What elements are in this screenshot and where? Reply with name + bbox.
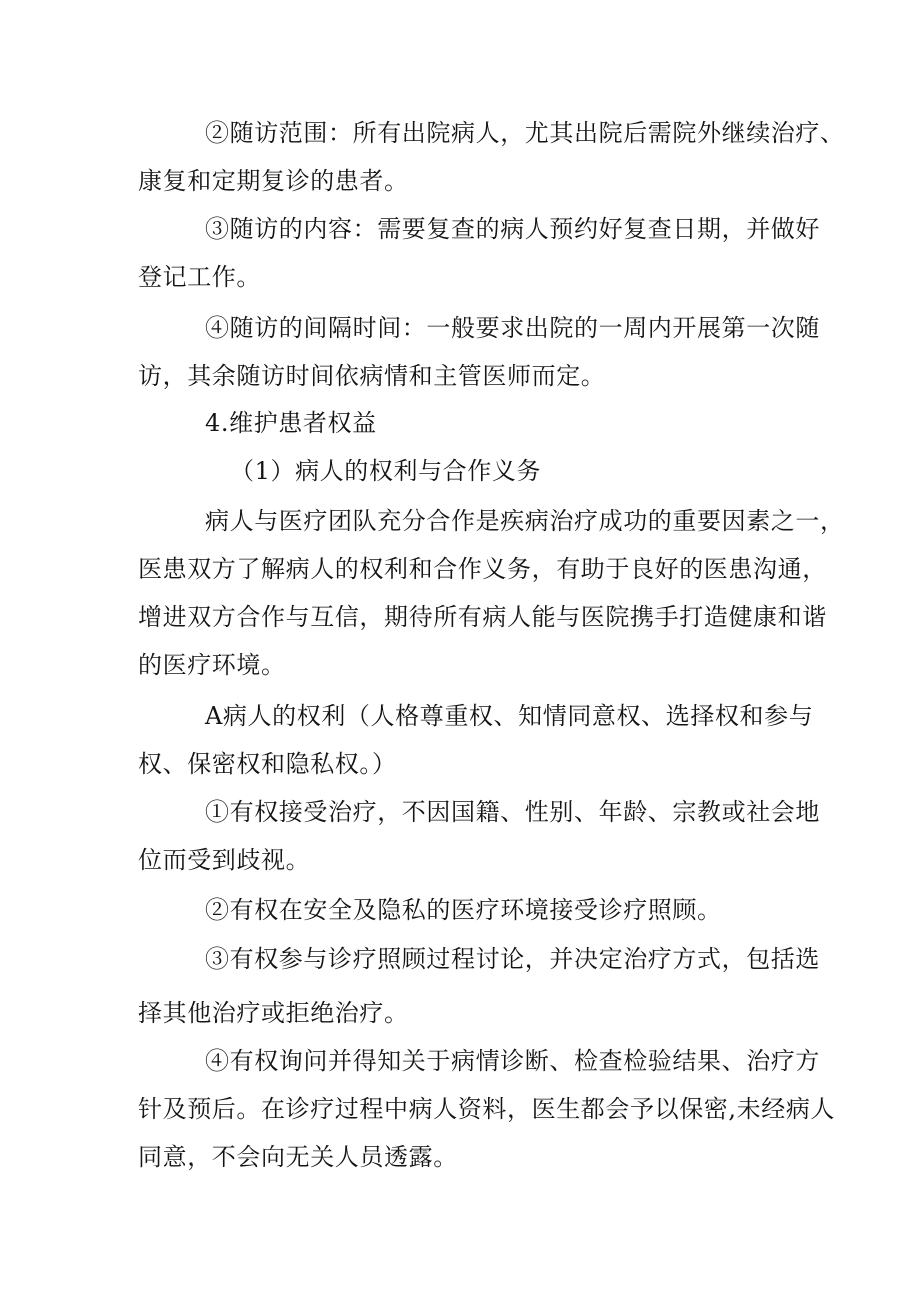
- paragraph-follow-up-scope-line-1: ②随访范围：所有出院病人，尤其出院后需院外继续治疗、: [205, 119, 845, 147]
- paragraph-cooperation-intro-line-1: 病人与医疗团队充分合作是疾病治疗成功的重要因素之一，: [205, 507, 845, 535]
- patient-rights-heading-line-1: A病人的权利（人格尊重权、知情同意权、选择权和参与: [205, 702, 814, 730]
- paragraph-cooperation-intro-line-4: 的医疗环境。: [138, 651, 286, 679]
- paragraph-cooperation-intro-line-3: 增进双方合作与互信，期待所有病人能与医院携手打造健康和谐: [138, 603, 827, 631]
- patient-rights-heading-line-2: 权、保密权和隐私权。）: [138, 750, 397, 778]
- paragraph-follow-up-content-line-2: 登记工作。: [138, 263, 261, 291]
- paragraph-follow-up-content-line-1: ③随访的内容：需要复查的病人预约好复查日期，并做好: [205, 215, 820, 243]
- right-4-line-1: ④有权询问并得知关于病情诊断、检查检验结果、治疗方: [205, 1047, 820, 1075]
- section-heading: 4.维护患者权益: [205, 409, 377, 437]
- paragraph-cooperation-intro-line-2: 医患双方了解病人的权利和合作义务，有助于良好的医患沟通，: [138, 555, 827, 583]
- right-4-line-3: 同意，不会向无关人员透露。: [138, 1143, 458, 1171]
- right-3-line-2: 择其他治疗或拒绝治疗。: [138, 999, 409, 1027]
- right-1-line-1: ①有权接受治疗，不因国籍、性别、年龄、宗教或社会地: [205, 798, 820, 826]
- right-4-line-2: 针及预后。在诊疗过程中病人资料，医生都会予以保密,未经病人: [138, 1095, 836, 1123]
- subsection-heading: （1）病人的权利与合作义务: [230, 457, 542, 485]
- right-1-line-2: 位而受到歧视。: [138, 846, 311, 874]
- paragraph-follow-up-scope-line-2: 康复和定期复诊的患者。: [138, 167, 409, 195]
- right-2-line-1: ②有权在安全及隐私的医疗环境接受诊疗照顾。: [205, 896, 722, 924]
- paragraph-follow-up-interval-line-1: ④随访的间隔时间：一般要求出院的一周内开展第一次随: [205, 314, 820, 342]
- right-3-line-1: ③有权参与诊疗照顾过程讨论，并决定治疗方式，包括选: [205, 945, 820, 973]
- paragraph-follow-up-interval-line-2: 访，其余随访时间依病情和主管医师而定。: [138, 362, 606, 390]
